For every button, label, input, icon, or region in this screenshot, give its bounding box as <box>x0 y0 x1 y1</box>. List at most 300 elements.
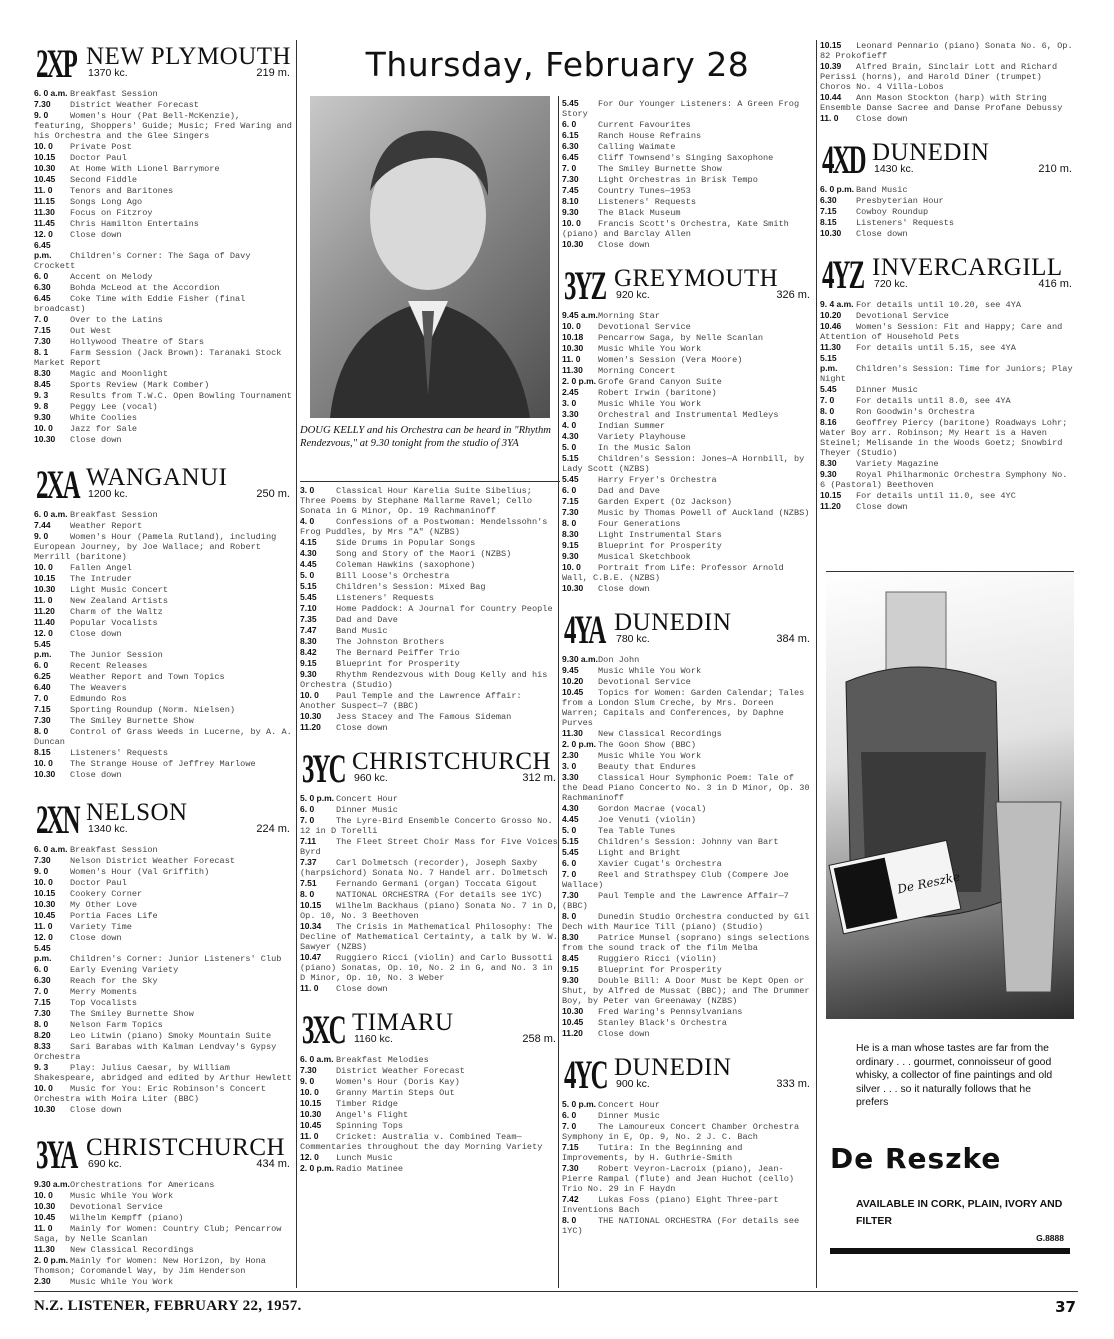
program-title: Children's Corner: The Saga of Davy Crockett <box>34 251 256 271</box>
program-title: Timber Ridge <box>336 1099 398 1109</box>
program-time: 8. 1 <box>34 347 49 357</box>
program-title: Devotional Service <box>70 1202 163 1212</box>
program-time: 3. 0 <box>562 398 577 408</box>
program-title: Geoffrey Piercy (baritone) Roadways Lohr; Water Boy arr. Robinson; My Heart is a Haven Steinel; Melisande in the Woods Goetz; Snowbird Theyer (Studio) <box>820 418 1073 458</box>
program-item <box>820 469 1076 490</box>
program-time: 8.30 <box>820 458 837 468</box>
program-time: 11.45 <box>34 218 55 228</box>
program-time: 6.45 p.m. <box>34 240 53 260</box>
program-item <box>300 614 560 625</box>
program-time: 10.15 <box>34 888 56 898</box>
program-title: Ruggiero Ricci (violin) and Carlo Bussotti (piano) Sonatas, Op. 10, No. 2 in G, and No. 3 in D Minor, Op. 10, No. 3 Weber <box>300 953 558 983</box>
program-title: Cowboy Roundup <box>856 207 929 217</box>
program-time: 9. 3 <box>34 1062 49 1072</box>
station-city: DUNEDIN <box>872 139 990 166</box>
program-item <box>34 1212 294 1223</box>
program-list <box>562 654 814 1039</box>
program-title: Leonard Pennario (piano) Sonata No. 6, Op. 82 Prokofieff <box>820 41 1078 61</box>
program-item <box>300 1163 560 1174</box>
program-title: Close down <box>598 584 650 594</box>
program-time: 8. 0 <box>300 889 315 899</box>
bandleader-photo <box>310 96 550 418</box>
station-header <box>562 608 814 652</box>
program-item <box>34 423 294 434</box>
station-callsign: 4YZ <box>822 252 864 297</box>
program-time: 5.45 <box>300 592 317 602</box>
station-3yz <box>562 264 814 594</box>
program-item <box>562 376 814 387</box>
program-time: 6.45 <box>34 293 51 303</box>
program-list <box>300 1054 560 1174</box>
program-time: 10.15 <box>820 490 842 500</box>
program-item <box>34 434 294 445</box>
program-item <box>34 921 294 932</box>
program-time: 10.30 <box>34 584 56 594</box>
program-item <box>562 174 814 185</box>
station-frequency: 1370 kc. <box>88 67 128 79</box>
program-title: Popular Vocalists <box>70 618 158 628</box>
program-title: Portrait from Life: Professor Arnold Wall, C.B.E. (NZBS) <box>562 563 789 583</box>
program-time: 11. 0 <box>300 983 319 993</box>
station-header <box>562 1053 814 1097</box>
ad-code: G.8888 <box>1036 1233 1064 1243</box>
program-item <box>34 99 294 110</box>
program-title: Music While You Work <box>70 1191 174 1201</box>
program-time: 6. 0 <box>300 804 315 814</box>
station-frequency: 780 kc. <box>616 633 650 645</box>
program-list <box>562 1099 814 1236</box>
program-title: Patrice Munsel (soprano) sings selections from the sound track of the film Melba <box>562 933 815 953</box>
program-time: 8. 0 <box>562 518 577 528</box>
station-city: WANGANUI <box>86 464 228 491</box>
program-time: 5.45 p.m. <box>34 639 53 659</box>
program-title: Paul Temple and the Lawrence Affair—7 (BBC) <box>562 891 794 911</box>
program-time: 8.15 <box>820 217 837 227</box>
program-time: 11. 0 <box>562 354 581 364</box>
program-time: 9.30 a.m. <box>34 1179 70 1189</box>
program-item <box>562 1099 814 1110</box>
program-time: 10. 0 <box>34 141 53 151</box>
program-list-3xc-cont <box>562 98 814 250</box>
program-time: 9.45 <box>562 665 579 675</box>
program-item <box>34 1083 294 1104</box>
program-title: Results from T.W.C. Open Bowling Tournament <box>70 391 292 401</box>
program-time: 4.45 <box>562 814 579 824</box>
program-title: My Other Love <box>70 900 138 910</box>
station-2xn <box>34 798 294 1115</box>
program-item <box>34 1223 294 1244</box>
program-time: 6. 0 a.m. <box>300 1054 334 1064</box>
program-item <box>562 551 814 562</box>
program-time: 10.39 <box>820 61 842 71</box>
program-item <box>34 997 294 1008</box>
program-item <box>562 750 814 761</box>
program-time: 10.15 <box>34 573 56 583</box>
program-time: 11.30 <box>562 365 583 375</box>
program-time: 7. 0 <box>34 986 49 996</box>
program-item <box>300 658 560 669</box>
program-item <box>34 1104 294 1115</box>
program-time: 7.15 <box>34 704 51 714</box>
program-time: 7.42 <box>562 1194 579 1204</box>
program-time: 8.30 <box>562 932 579 942</box>
program-time: 7.15 <box>34 325 51 335</box>
ad-body-text: He is a man whose tastes are far from the ordinary . . . gourmet, connoisseur of good whisky, a collector of fine paintings and old silver . . . so it naturally follows that he prefers <box>856 1043 1053 1108</box>
program-time: 7.44 <box>34 520 51 530</box>
program-item <box>820 342 1076 353</box>
program-title: The Fleet Street Choir Mass for Five Voices Byrd <box>300 837 563 857</box>
program-time: 7.30 <box>34 1008 51 1018</box>
program-item <box>34 152 294 163</box>
program-time: 9.15 <box>300 658 317 668</box>
program-item <box>820 299 1076 310</box>
program-item <box>300 983 560 994</box>
program-time: 9. 0 <box>300 1076 315 1086</box>
program-item <box>562 354 814 365</box>
program-title: Home Paddock: A Journal for Country People <box>336 604 553 614</box>
program-title: Presbyterian Hour <box>856 196 944 206</box>
program-title: Coleman Hawkins (saxophone) <box>336 560 476 570</box>
program-time: 8.45 <box>34 379 51 389</box>
program-item <box>300 836 563 857</box>
program-time: 10. 0 <box>562 562 581 572</box>
program-title: Concert Hour <box>598 1100 660 1110</box>
program-item <box>300 878 560 889</box>
program-item <box>34 1179 294 1190</box>
program-time: 9.30 <box>820 469 837 479</box>
program-item <box>562 518 814 529</box>
program-time: 8.30 <box>34 368 51 378</box>
program-title: Accent on Melody <box>70 272 153 282</box>
program-title: Robert Irwin (baritone) <box>598 388 717 398</box>
program-time: 10.15 <box>820 40 842 50</box>
program-item <box>34 1041 294 1062</box>
station-callsign: 3YC <box>302 746 345 791</box>
program-title: For details until 8.0, see 4YA <box>856 396 1011 406</box>
program-time: 12. 0 <box>34 628 53 638</box>
program-list <box>34 844 294 1115</box>
program-item <box>34 573 294 584</box>
program-item <box>34 88 294 99</box>
program-title: Stanley Black's Orchestra <box>598 1018 727 1028</box>
program-item <box>562 332 814 343</box>
program-title: Farm Session (Jack Brown): Taranaki Stock Market Report <box>34 348 287 368</box>
footer-issue-date: N.Z. LISTENER, FEBRUARY 22, 1957. <box>34 1298 302 1314</box>
program-item <box>300 603 560 614</box>
program-title: Women's Hour (Pamela Rutland), including European Journey, by Joe Wallace; and Robert Merrill (baritone) <box>34 532 282 562</box>
portrait-illustration <box>310 96 550 418</box>
program-list-4yc-cont <box>820 40 1076 124</box>
program-title: Band Music <box>856 185 908 195</box>
station-city: NEW PLYMOUTH <box>86 43 292 70</box>
program-title: Blueprint for Prosperity <box>598 965 722 975</box>
program-title: Music While You Work <box>598 751 702 761</box>
program-title: Mainly for Women: New Horizon, by Hona Thomson; Coromandel Way, by Jim Henderson <box>34 1256 272 1276</box>
station-wavelength: 384 m. <box>776 633 810 645</box>
program-item <box>300 548 560 559</box>
program-item <box>562 847 814 858</box>
program-item <box>820 321 1076 342</box>
station-wavelength: 434 m. <box>256 1158 290 1170</box>
program-item <box>34 293 294 314</box>
program-item <box>34 715 294 726</box>
program-title: District Weather Forecast <box>336 1066 465 1076</box>
program-title: Close down <box>598 240 650 250</box>
program-title: Lukas Foss (piano) Eight Three-part Inventions Bach <box>562 1195 784 1215</box>
program-time: 5.45 <box>562 98 579 108</box>
program-time: 10.45 <box>34 910 56 920</box>
program-item <box>300 669 560 690</box>
program-time: 6. 0 <box>562 858 577 868</box>
program-time: 11.20 <box>300 722 321 732</box>
program-time: 3.30 <box>562 409 579 419</box>
station-frequency: 1160 kc. <box>354 1033 393 1045</box>
program-item <box>562 687 814 728</box>
program-item <box>820 384 1076 395</box>
program-item <box>820 310 1076 321</box>
program-item <box>34 185 294 196</box>
program-title: Variety Magazine <box>856 459 939 469</box>
program-title: The Goon Show (BBC) <box>598 740 696 750</box>
station-header <box>300 747 560 791</box>
program-item <box>300 690 560 711</box>
program-title: Children's Corner: Junior Listeners' Club <box>70 954 282 964</box>
program-title: Lunch Music <box>336 1153 393 1163</box>
program-title: Garden Expert (Oz Jackson) <box>598 497 733 507</box>
program-time: 2.30 <box>34 1276 51 1286</box>
program-time: 8.20 <box>34 1030 51 1040</box>
program-time: 5.15 <box>562 453 579 463</box>
program-time: 6. 0 <box>562 1110 577 1120</box>
program-title: Close down <box>70 435 122 445</box>
ad-availability: AVAILABLE IN CORK, PLAIN, IVORY AND FILTER <box>856 1198 1063 1227</box>
program-item <box>820 417 1076 458</box>
program-time: 6. 0 a.m. <box>34 844 68 854</box>
program-title: At Home With Lionel Barrymore <box>70 164 220 174</box>
program-title: Rhythm Rendezvous with Doug Kelly and his Orchestra (Studio) <box>300 670 553 690</box>
station-header <box>34 42 294 86</box>
program-time: 11. 0 <box>300 1131 319 1141</box>
program-time: 8. 0 <box>562 1215 577 1225</box>
program-item <box>34 347 294 368</box>
program-title: Close down <box>70 933 122 943</box>
station-city: INVERCARGILL <box>872 254 1063 281</box>
program-title: Song and Story of the Maori (NZBS) <box>336 549 512 559</box>
program-item <box>34 844 294 855</box>
program-title: Wilhelm Backhaus (piano) Sonata No. 7 in D, Op. 10, No. 3 Beethoven <box>300 901 563 921</box>
station-callsign: 3YZ <box>564 263 606 308</box>
station-city: GREYMOUTH <box>614 265 779 292</box>
program-title: Bill Loose's Orchestra <box>336 571 450 581</box>
program-time: 7. 0 <box>300 815 315 825</box>
station-wavelength: 416 m. <box>1038 278 1072 290</box>
program-title: Sporting Roundup (Norm. Nielsen) <box>70 705 236 715</box>
program-item <box>34 726 297 747</box>
program-title: Ranch House Refrains <box>598 131 702 141</box>
page-number: 37 <box>1055 1298 1076 1316</box>
program-time: 10.30 <box>300 711 322 721</box>
program-time: 6.40 <box>34 682 51 692</box>
program-title: Ron Goodwin's Orchestra <box>856 407 975 417</box>
program-item <box>562 130 814 141</box>
program-title: New Classical Recordings <box>70 1245 194 1255</box>
program-item <box>300 592 560 603</box>
station-callsign: 4XD <box>822 137 865 182</box>
program-item <box>34 412 294 423</box>
program-item <box>562 1017 814 1028</box>
program-item <box>820 458 1076 469</box>
program-item <box>34 1008 294 1019</box>
program-time: 5.15 p.m. <box>820 353 839 373</box>
program-title: Tenors and Baritones <box>70 186 174 196</box>
station-wavelength: 210 m. <box>1038 163 1072 175</box>
program-title: Radio Matinee <box>336 1164 404 1174</box>
program-item <box>562 507 814 518</box>
program-item <box>820 206 1076 217</box>
program-time: 12. 0 <box>34 932 53 942</box>
program-list <box>820 299 1076 512</box>
program-item <box>562 141 814 152</box>
program-time: 10. 0 <box>34 562 53 572</box>
program-item <box>562 442 814 453</box>
program-title: Charm of the Waltz <box>70 607 163 617</box>
program-title: Weather Report <box>70 521 143 531</box>
program-time: 7.30 <box>34 855 51 865</box>
program-item <box>562 676 814 687</box>
program-time: 7. 0 <box>34 314 49 324</box>
program-time: 10.47 <box>300 952 322 962</box>
program-item <box>34 769 294 780</box>
program-item <box>300 921 564 952</box>
program-title: Children's Session: Johnny van Bart <box>598 837 779 847</box>
program-item <box>820 501 1076 512</box>
program-title: Breakfast Session <box>70 89 158 99</box>
program-time: 4.30 <box>562 431 579 441</box>
program-title: Listeners' Requests <box>70 748 168 758</box>
station-4yz <box>820 253 1076 512</box>
program-item <box>562 1163 814 1194</box>
program-title: The Junior Session <box>70 650 163 660</box>
program-time: 10.34 <box>300 921 322 931</box>
program-time: 7.45 <box>562 185 579 195</box>
program-time: 10.30 <box>562 583 584 593</box>
program-time: 5. 0 <box>562 825 577 835</box>
station-3ya <box>34 1133 294 1287</box>
program-item <box>562 761 814 772</box>
program-item <box>562 196 814 207</box>
program-time: 10.30 <box>562 239 584 249</box>
program-time: 6.30 <box>562 141 579 151</box>
program-item <box>34 314 294 325</box>
program-item <box>34 628 294 639</box>
program-time: 6.30 <box>820 195 837 205</box>
program-item <box>562 1110 814 1121</box>
program-item <box>562 485 814 496</box>
program-list <box>300 793 564 994</box>
program-title: Bohda McLeod at the Accordion <box>70 283 220 293</box>
program-title: Merry Moments <box>70 987 138 997</box>
program-title: Close down <box>598 1029 650 1039</box>
program-item <box>300 1065 560 1076</box>
program-title: Paul Temple and the Lawrence Affair: Another Suspect—7 (BBC) <box>300 691 527 711</box>
program-title: Indian Summer <box>598 421 666 431</box>
program-item <box>562 836 814 847</box>
program-item <box>300 722 560 733</box>
station-frequency: 690 kc. <box>88 1158 122 1170</box>
program-title: Listeners' Requests <box>856 218 954 228</box>
program-title: Sari Barabas with Kalman Lendvay's Gypsy Orchestra <box>34 1042 282 1062</box>
station-wavelength: 312 m. <box>522 772 556 784</box>
program-title: Close down <box>70 629 122 639</box>
program-title: Variety Time <box>70 922 132 932</box>
program-time: 11. 0 <box>34 185 53 195</box>
program-time: 7. 0 <box>562 1121 577 1131</box>
program-item <box>820 395 1076 406</box>
program-time: 6. 0 <box>34 660 49 670</box>
program-title: Dunedin Studio Orchestra conducted by Gil Dech with Maurice Till (piano) (Studio) <box>562 912 815 932</box>
program-time: 6.30 <box>34 975 51 985</box>
program-title: Topics for Women: Garden Calendar; Tales from a London Slum Creche, by Mrs. Doreen Warren; Capitals and Conferences, by Daphne Purves <box>562 688 810 728</box>
station-frequency: 920 kc. <box>616 289 650 301</box>
program-title: For details until 10.20, see 4YA <box>856 300 1022 310</box>
program-time: 10.30 <box>34 434 56 444</box>
program-time: 10.45 <box>34 1212 56 1222</box>
program-title: THE NATIONAL ORCHESTRA (For details see 1YC) <box>562 1216 805 1236</box>
program-item <box>562 453 814 474</box>
program-title: Peggy Lee (vocal) <box>70 402 158 412</box>
program-title: Double Bill: A Door Must be Kept Open or Shut, by Alfred de Mussat (BBC); and The Drummer Boy, by Peter van Greenaway (NZBS) <box>562 976 815 1006</box>
station-callsign: 3YA <box>36 1132 77 1177</box>
photo-caption: DOUG KELLY and his Orchestra can be heard in "Rhythm Rendezvous," at 9.30 tonight from the studio of 3YA <box>300 425 551 449</box>
program-title: The Black Museum <box>598 208 681 218</box>
program-title: Cricket: Australia v. Combined Team—Commentaries throughout the day Morning Variety <box>300 1132 543 1152</box>
program-item <box>34 1255 294 1276</box>
program-title: Dad and Dave <box>598 486 660 496</box>
program-item <box>300 559 560 570</box>
program-title: Close down <box>336 723 388 733</box>
program-item <box>562 343 814 354</box>
program-item <box>300 625 560 636</box>
program-title: Light and Bright <box>598 848 681 858</box>
program-time: 11. 0 <box>820 113 839 123</box>
program-title: Musical Sketchbook <box>598 552 691 562</box>
program-time: 4.30 <box>562 803 579 813</box>
program-item <box>34 1276 294 1287</box>
program-time: 7.47 <box>300 625 317 635</box>
program-title: Robert Veyron-Lacroix (piano), Jean-Pierre Rampal (flute) and Jean Huchot (cello) Trio No. 29 in F Haydn <box>562 1164 800 1194</box>
program-time: 7.37 <box>300 857 317 867</box>
program-item <box>562 185 814 196</box>
program-time: 10.20 <box>820 310 842 320</box>
program-item <box>300 581 560 592</box>
program-title: Tea Table Tunes <box>598 826 676 836</box>
program-item <box>562 387 814 398</box>
program-time: 8. 0 <box>34 1019 49 1029</box>
program-item <box>300 516 560 537</box>
program-title: Alfred Brain, Sinclair Lott and Richard Perissi (horns), and Harold Diner (trumpet) Choros No. 4 Villa-Lobos <box>820 62 1063 92</box>
program-title: Focus on Fitzroy <box>70 208 153 218</box>
program-title: Fred Waring's Pennsylvanians <box>598 1007 743 1017</box>
program-time: 6.15 <box>562 130 579 140</box>
program-time: 8.33 <box>34 1041 51 1051</box>
program-item <box>34 390 294 401</box>
program-title: Don John <box>598 655 640 665</box>
program-item <box>562 398 814 409</box>
program-title: Granny Martin Steps Out <box>336 1088 455 1098</box>
program-title: Cookery Corner <box>70 889 143 899</box>
program-title: Weather Report and Town Topics <box>70 672 225 682</box>
program-title: The Smiley Burnette Show <box>70 1009 194 1019</box>
